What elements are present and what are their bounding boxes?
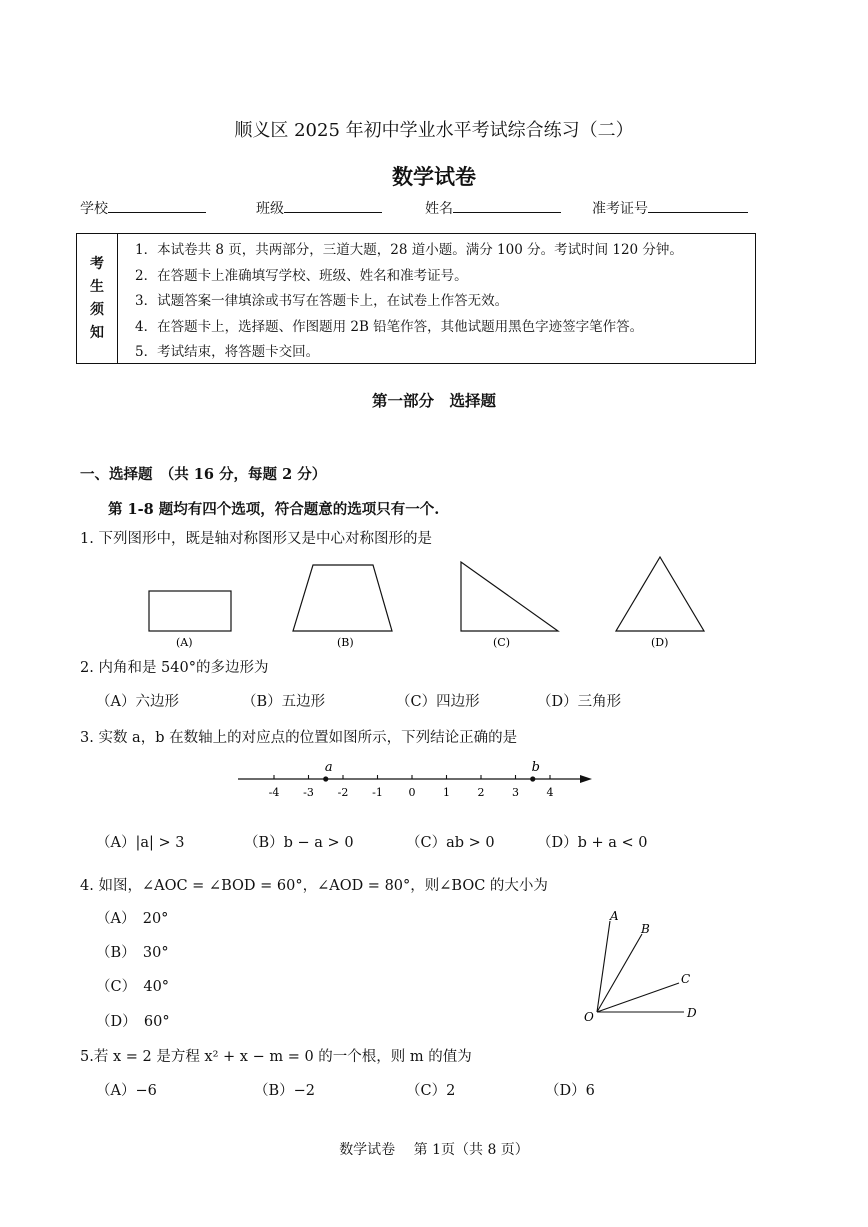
part-instruction: 第 1-8 题均有四个选项，符合题意的选项只有一个. xyxy=(108,501,440,518)
exam-number-label: 准考证号 xyxy=(592,201,648,217)
q5-option-d: （D）6 xyxy=(545,1083,595,1099)
point-b-dot xyxy=(530,776,535,781)
q3-option-c: （C）ab > 0 xyxy=(406,835,495,851)
tick-label: -1 xyxy=(372,786,383,799)
tick-label: -3 xyxy=(303,786,314,799)
notice-item: 1．本试卷共 8 页，共两部分，三道大题，28 道小题。满分 100 分。考试时间 120 分钟。 xyxy=(135,242,683,258)
student-info-fields xyxy=(80,198,760,222)
q4-option-c: （C） 40° xyxy=(96,979,170,995)
q4-option-d: （D） 60° xyxy=(96,1014,170,1030)
trapezoid-shape xyxy=(293,565,392,631)
q4-option-b: （B） 30° xyxy=(96,945,169,961)
tick-label: -4 xyxy=(268,786,280,799)
q5-stem: 5.若 x = 2 是方程 x² + x − m = 0 的一个根，则 m 的值为 xyxy=(80,1049,472,1065)
ray-oc xyxy=(597,983,679,1012)
class-label: 班级 xyxy=(256,201,284,217)
notice-heading: 考 生 须 知 xyxy=(77,234,118,363)
q1-label-d: (D) xyxy=(651,636,669,649)
q1-label-b: (B) xyxy=(337,636,354,649)
tick-label: 1 xyxy=(443,786,450,799)
tick-label: 0 xyxy=(408,786,416,799)
q4-option-a: （A） 20° xyxy=(96,911,169,927)
tick-label: 4 xyxy=(546,786,554,799)
q5-options xyxy=(0,1079,868,1103)
ray-ob xyxy=(597,934,642,1012)
ray-oa xyxy=(597,921,610,1012)
point-a-label: A xyxy=(610,909,619,923)
q2-option-a: （A）六边形 xyxy=(96,694,179,710)
exam-number-field xyxy=(592,198,748,218)
q2-option-d: （D）三角形 xyxy=(537,694,622,710)
school-field xyxy=(80,198,206,218)
notice-box xyxy=(76,233,756,364)
notice-list xyxy=(135,238,683,366)
right-triangle-shape xyxy=(461,562,558,631)
q2-option-b: （B）五边形 xyxy=(242,694,326,710)
q4-stem: 4. 如图，∠AOC = ∠BOD = 60°，∠AOD = 80°，则∠BOC 的大小为 xyxy=(80,878,548,894)
q3-options xyxy=(0,831,868,855)
notice-item: 4．在答题卡上，选择题、作图题用 2B 铅笔作答，其他试题用黑色字迹签字笔作答。 xyxy=(135,318,644,335)
page-footer: 数学试卷 第 1页（共 8 页） xyxy=(339,1142,529,1158)
number-line-points xyxy=(323,760,540,782)
name-field xyxy=(425,198,561,218)
q2-option-c: （C）四边形 xyxy=(396,694,480,710)
part-title: 一、选择题 （共 16 分，每题 2 分） xyxy=(80,466,327,483)
number-line xyxy=(230,755,600,805)
q3-option-d: （D）b + a < 0 xyxy=(537,835,648,851)
q5-option-a: （A）−6 xyxy=(96,1083,157,1099)
q5-option-c: （C）2 xyxy=(406,1083,456,1099)
equilateral-triangle-shape xyxy=(616,557,704,631)
angle-figure xyxy=(578,905,713,1030)
school-label: 学校 xyxy=(80,201,108,217)
point-a-dot xyxy=(323,776,328,781)
name-label: 姓名 xyxy=(425,201,453,217)
point-o-label: O xyxy=(584,1010,594,1024)
exam-subtitle: 数学试卷 xyxy=(392,164,476,189)
rectangle-shape xyxy=(149,591,231,631)
notice-item: 5．考试结束，将答题卡交回。 xyxy=(135,344,320,360)
point-b-label: b xyxy=(531,760,540,775)
point-d-label: D xyxy=(687,1006,697,1020)
q1-label-c: (C) xyxy=(493,636,510,649)
q1-label-a: (A) xyxy=(176,636,193,649)
q3-stem: 3. 实数 a，b 在数轴上的对应点的位置如图所示，下列结论正确的是 xyxy=(80,730,518,746)
point-c-label: C xyxy=(681,972,691,986)
class-field xyxy=(256,198,382,218)
q1-stem: 1. 下列图形中，既是轴对称图形又是中心对称图形的是 xyxy=(80,531,432,547)
tick-label: 3 xyxy=(512,786,519,799)
exam-title: 顺义区 2025 年初中学业水平考试综合练习（二） xyxy=(234,120,634,141)
section-title: 第一部分 选择题 xyxy=(371,391,496,410)
q1-figures xyxy=(130,555,730,655)
notice-item: 2．在答题卡上准确填写学校、班级、姓名和准考证号。 xyxy=(135,267,468,284)
q2-stem: 2. 内角和是 540°的多边形为 xyxy=(80,660,269,676)
arrow-head-icon xyxy=(580,775,592,783)
q3-option-b: （B）b − a > 0 xyxy=(244,835,354,851)
q5-option-b: （B）−2 xyxy=(254,1083,316,1099)
tick-label: -2 xyxy=(337,786,349,799)
notice-item: 3．试题答案一律填涂或书写在答题卡上，在试卷上作答无效。 xyxy=(135,293,509,309)
tick-label: 2 xyxy=(477,786,485,799)
point-a-label: a xyxy=(324,760,333,775)
q3-option-a: （A）|a| > 3 xyxy=(96,835,185,851)
q2-options xyxy=(0,690,868,714)
point-b-label: B xyxy=(641,922,650,936)
